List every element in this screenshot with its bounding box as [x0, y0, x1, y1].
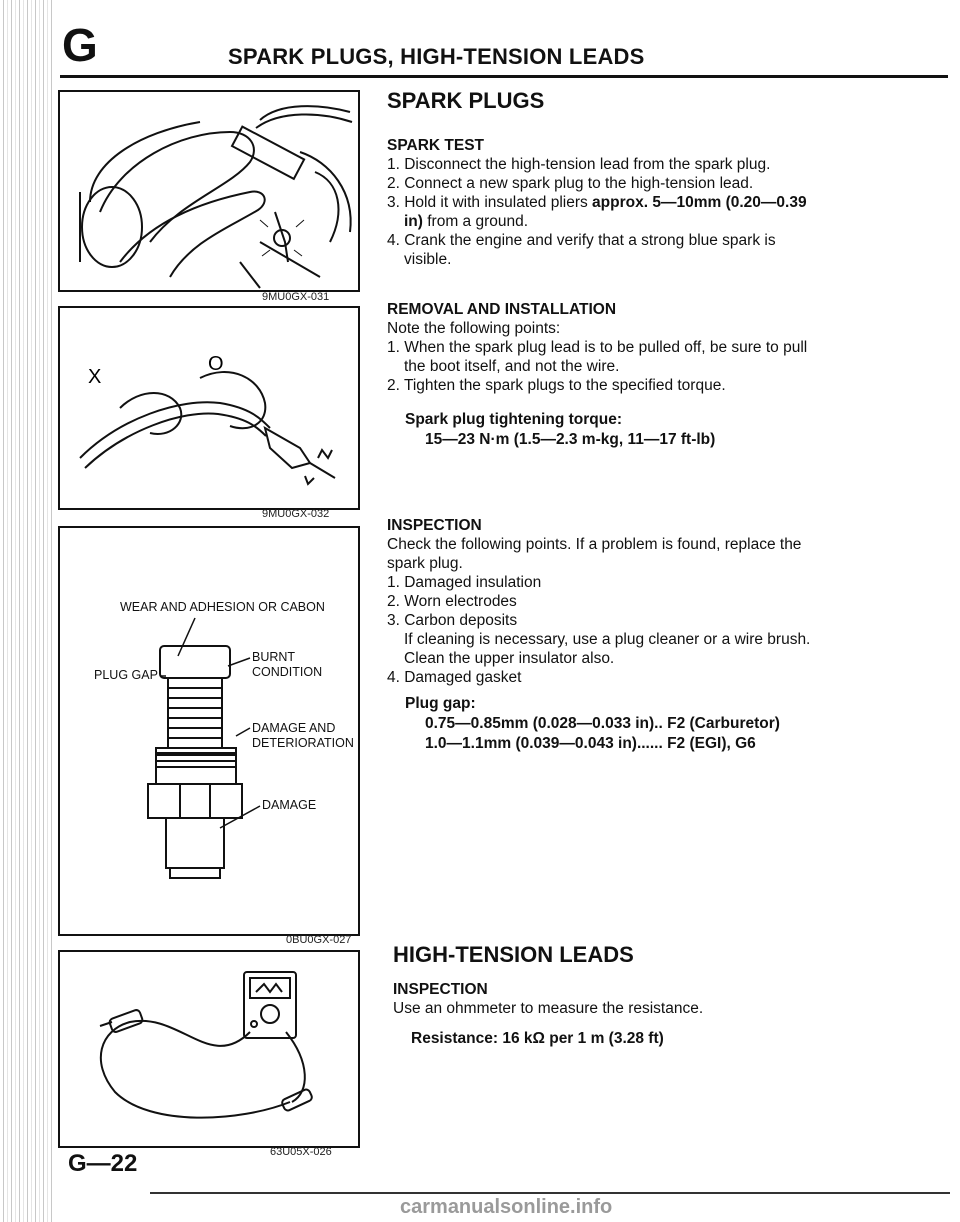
torque-spec-value: 15—23 N·m (1.5—2.3 m-kg, 11—17 ft-lb)	[425, 431, 716, 448]
footer-rule	[150, 1192, 950, 1194]
inspection-item-3-note-cont: Clean the upper insulator also.	[404, 650, 615, 667]
correct-mark: O	[208, 353, 224, 375]
removal-intro: Note the following points:	[387, 320, 561, 337]
watermark: carmanualsonline.info	[400, 1196, 613, 1218]
spark-test-heading: SPARK TEST	[387, 137, 485, 154]
figure-code-3: 0BU0GX-027	[286, 934, 352, 946]
heading-high-tension-leads: HIGH-TENSION LEADS	[393, 942, 634, 967]
torque-spec-label: Spark plug tightening torque:	[405, 411, 622, 428]
figure-lead-removal	[58, 306, 360, 510]
removal-step-2: 2. Tighten the spark plugs to the specified torque.	[387, 377, 726, 394]
heading-spark-plugs: SPARK PLUGS	[387, 88, 545, 113]
lead-inspection-instruction: Use an ohmmeter to measure the resistance.	[393, 1000, 704, 1017]
plug-gap-line-2: 1.0—1.1mm (0.039—0.043 in)...... F2 (EGI), G6	[425, 735, 756, 752]
step-3-text-a: 3. Hold it with insulated pliers	[387, 194, 593, 211]
label-condition: CONDITION	[252, 665, 323, 679]
figure-spark-test	[58, 90, 360, 292]
pliers-illustration	[60, 92, 358, 290]
removal-step-1-cont: the boot itself, and not the wire.	[404, 358, 620, 375]
figure-code-1: 9MU0GX-031	[262, 291, 330, 303]
label-wear-adhesion: WEAR AND ADHESION OR CABON	[120, 600, 325, 614]
spark-test-step-4-cont: visible.	[404, 251, 452, 268]
resistance-spec: Resistance: 16 kΩ per 1 m (3.28 ft)	[411, 1030, 664, 1047]
spark-test-step-2: 2. Connect a new spark plug to the high-tension lead.	[387, 175, 754, 192]
page-title: SPARK PLUGS, HIGH-TENSION LEADS	[228, 44, 645, 69]
section-inspection	[387, 516, 827, 687]
figure-ohmmeter	[58, 950, 360, 1148]
incorrect-mark: X	[88, 366, 102, 388]
inspection-item-3: 3. Carbon deposits	[387, 612, 518, 629]
inspection-heading: INSPECTION	[387, 517, 482, 534]
binding-edge	[0, 0, 52, 1222]
inspection-intro: Check the following points. If a problem is found, replace the	[387, 536, 802, 553]
label-plug-gap: PLUG GAP	[94, 668, 158, 682]
plug-gap-line-1: 0.75—0.85mm (0.028—0.033 in).. F2 (Carburetor)	[425, 715, 780, 732]
lead-inspection-heading: INSPECTION	[393, 981, 488, 998]
spark-test-step-3	[387, 193, 827, 212]
inspection-item-1: 1. Damaged insulation	[387, 574, 542, 591]
label-damage-and: DAMAGE AND	[252, 721, 336, 735]
section-spark-test	[387, 136, 827, 269]
removal-heading: REMOVAL AND INSTALLATION	[387, 301, 617, 318]
step-3-unit: in)	[404, 213, 423, 230]
section-lead-inspection	[393, 980, 823, 1018]
spark-test-step-3-cont	[387, 212, 827, 231]
removal-step-1: 1. When the spark plug lead is to be pulled off, be sure to pull	[387, 339, 808, 356]
step-3-text-d: from a ground.	[422, 213, 529, 230]
figure-code-2: 9MU0GX-032	[262, 508, 330, 520]
figure-code-4: 63U05X-026	[270, 1146, 332, 1158]
inspection-item-3-note: If cleaning is necessary, use a plug cleaner or a wire brush.	[404, 631, 811, 648]
inspection-item-4: 4. Damaged gasket	[387, 669, 522, 686]
label-damage: DAMAGE	[262, 798, 317, 812]
step-3-distance: approx. 5—10mm (0.20—0.39	[592, 194, 807, 211]
spark-test-step-1: 1. Disconnect the high-tension lead from the spark plug.	[387, 156, 771, 173]
ohmmeter-illustration	[60, 952, 358, 1146]
figure-spark-plug-inspection	[58, 526, 360, 936]
section-removal	[387, 300, 827, 395]
plug-gap-label: Plug gap:	[405, 695, 476, 712]
label-deterioration: DETERIORATION	[252, 736, 354, 750]
page-number: G—22	[68, 1150, 138, 1177]
inspection-item-2: 2. Worn electrodes	[387, 593, 517, 610]
header-rule	[60, 75, 948, 78]
spark-test-step-4: 4. Crank the engine and verify that a strong blue spark is	[387, 232, 776, 249]
inspection-intro-cont: spark plug.	[387, 555, 463, 572]
section-letter: G	[62, 19, 98, 71]
lead-removal-illustration	[60, 308, 358, 508]
label-burnt: BURNT	[252, 650, 296, 664]
